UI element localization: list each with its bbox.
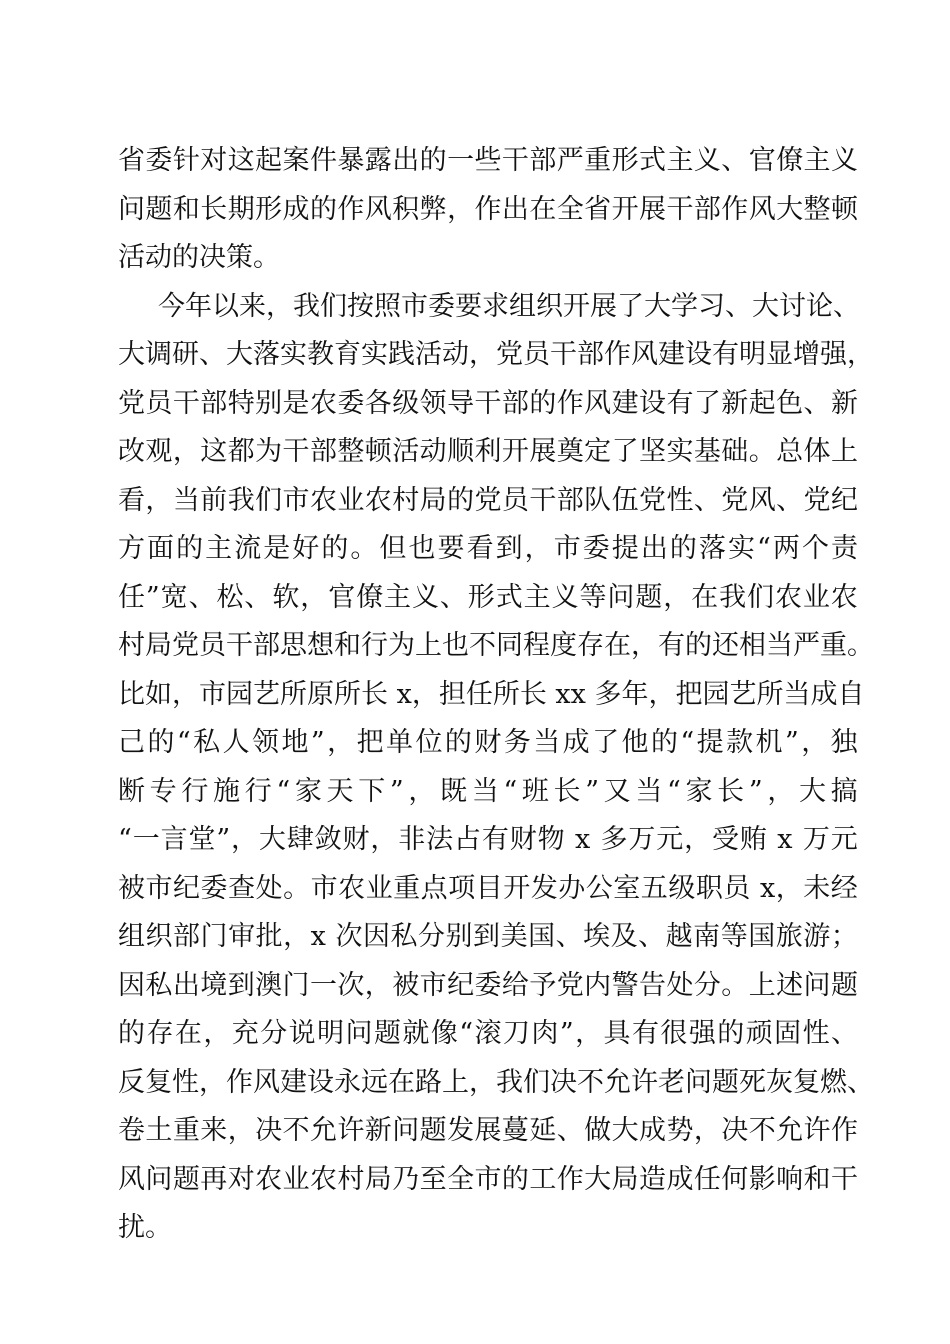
text-line [118, 816, 858, 865]
text-line [118, 331, 874, 380]
line-text: 因 私 出 境 到 澳 门 一 次 ， 被 市 纪 委 给 予 党 内 警 告 处 分 。 上 述 问 题 [118, 969, 858, 1001]
text-line [118, 962, 858, 1011]
line-text: 方 面 的 主 流 是 好 的 。 但 也 要 看 到 ， 市 委 提 出 的 落 实 “ 两 个 责 [118, 533, 858, 564]
line-text: 今 年 以 来 ， 我 们 按 照 市 委 要 求 组 织 开 展 了 大 学 习 、 大 讨 论 、 [158, 290, 860, 322]
line-text: “ 一 言 堂 ” ， 大 肆 敛 财 ， 非 法 占 有 财 物 x 多 万 元 ， 受 贿 x 万 元 [118, 824, 858, 855]
line-text: 被 市 纪 委 查 处 。 市 农 业 重 点 项 目 开 发 办 公 室 五 级 职 员 x ， 未 经 [118, 872, 858, 904]
text-line [118, 137, 858, 186]
text-line [118, 428, 858, 477]
line-text: 比 如 ， 市 园 艺 所 原 所 长 x ， 担 任 所 长 x x 多 年 ， 把 园 艺 所 当 成 自 [118, 678, 865, 710]
line-text: 问 题 和 长 期 形 成 的 作 风 积 弊 ， 作 出 在 全 省 开 展 干 部 作 风 大 整 顿 [118, 193, 858, 225]
text-line [118, 1156, 858, 1205]
text-line [118, 1059, 874, 1108]
text-line [118, 865, 858, 914]
text-line [118, 186, 858, 235]
text-line [118, 477, 858, 526]
text-line [118, 768, 858, 817]
text-line [118, 622, 874, 671]
line-text: 断 专 行 施 行 “ 家 天 下 ” ， 既 当 “ 班 长 ” 又 当 “ 家 长 ” ， 大 搞 [118, 775, 858, 807]
line-text: 任 ” 宽 、 松 、 软 ， 官 僚 主 义 、 形 式 主 义 等 问 题 ， 在 我 们 农 业 农 [118, 581, 858, 613]
text-line [118, 913, 858, 962]
line-text: 卷 土 重 来 ， 决 不 允 许 新 问 题 发 展 蔓 延 、 做 大 成 势 ， 决 不 允 许 作 [118, 1115, 858, 1146]
line-text: 风 问 题 再 对 农 业 农 村 局 乃 至 全 市 的 工 作 大 局 造 成 任 何 影 响 和 干 [118, 1163, 858, 1195]
text-line [118, 283, 858, 332]
line-text: 看 ， 当 前 我 们 市 农 业 农 村 局 的 党 员 干 部 队 伍 党 性 、 党 风 、 党 纪 [118, 484, 858, 516]
text-line [118, 380, 858, 429]
line-text: 村 局 党 员 干 部 思 想 和 行 为 上 也 不 同 程 度 存 在 ， 有 的 还 相 当 严 重 。 [118, 630, 874, 661]
line-text: 己 的 “ 私 人 领 地 ” ， 把 单 位 的 财 务 当 成 了 他 的 “ 提 款 机 ” ， 独 [118, 727, 858, 758]
text-line [118, 574, 858, 623]
body-text [118, 137, 874, 1253]
text-line [118, 671, 865, 720]
line-text: 党 员 干 部 特 别 是 农 委 各 级 领 导 干 部 的 作 风 建 设 有 了 新 起 色 、 新 [118, 387, 858, 419]
text-line [118, 525, 858, 574]
text-line [118, 234, 858, 283]
text-line [118, 1107, 858, 1156]
line-text: 扰。 [118, 1212, 172, 1243]
text-line [118, 1204, 858, 1253]
line-text: 大 调 研 、 大 落 实 教 育 实 践 活 动 ， 党 员 干 部 作 风 建 设 有 明 显 增 强 ， [118, 339, 874, 370]
line-text: 组 织 部 门 审 批 ， x 次 因 私 分 别 到 美 国 、 埃 及 、 越 南 等 国 旅 游 ； [118, 921, 858, 952]
line-text: 反 复 性 ， 作 风 建 设 永 远 在 路 上 ， 我 们 决 不 允 许 老 问 题 死 灰 复 燃 、 [118, 1066, 874, 1098]
line-text: 改 观 ， 这 都 为 干 部 整 顿 活 动 顺 利 开 展 奠 定 了 坚 实 基 础 。 总 体 上 [118, 436, 858, 467]
line-text: 的 存 在 ， 充 分 说 明 问 题 就 像 “ 滚 刀 肉 ” ， 具 有 很 强 的 顽 固 性 、 [118, 1018, 858, 1049]
line-text: 省 委 针 对 这 起 案 件 暴 露 出 的 一 些 干 部 严 重 形 式 主 义 、 官 僚 主 义 [118, 145, 858, 176]
line-text: 活动的决策。 [118, 242, 280, 273]
text-line [118, 719, 858, 768]
text-line [118, 1010, 858, 1059]
